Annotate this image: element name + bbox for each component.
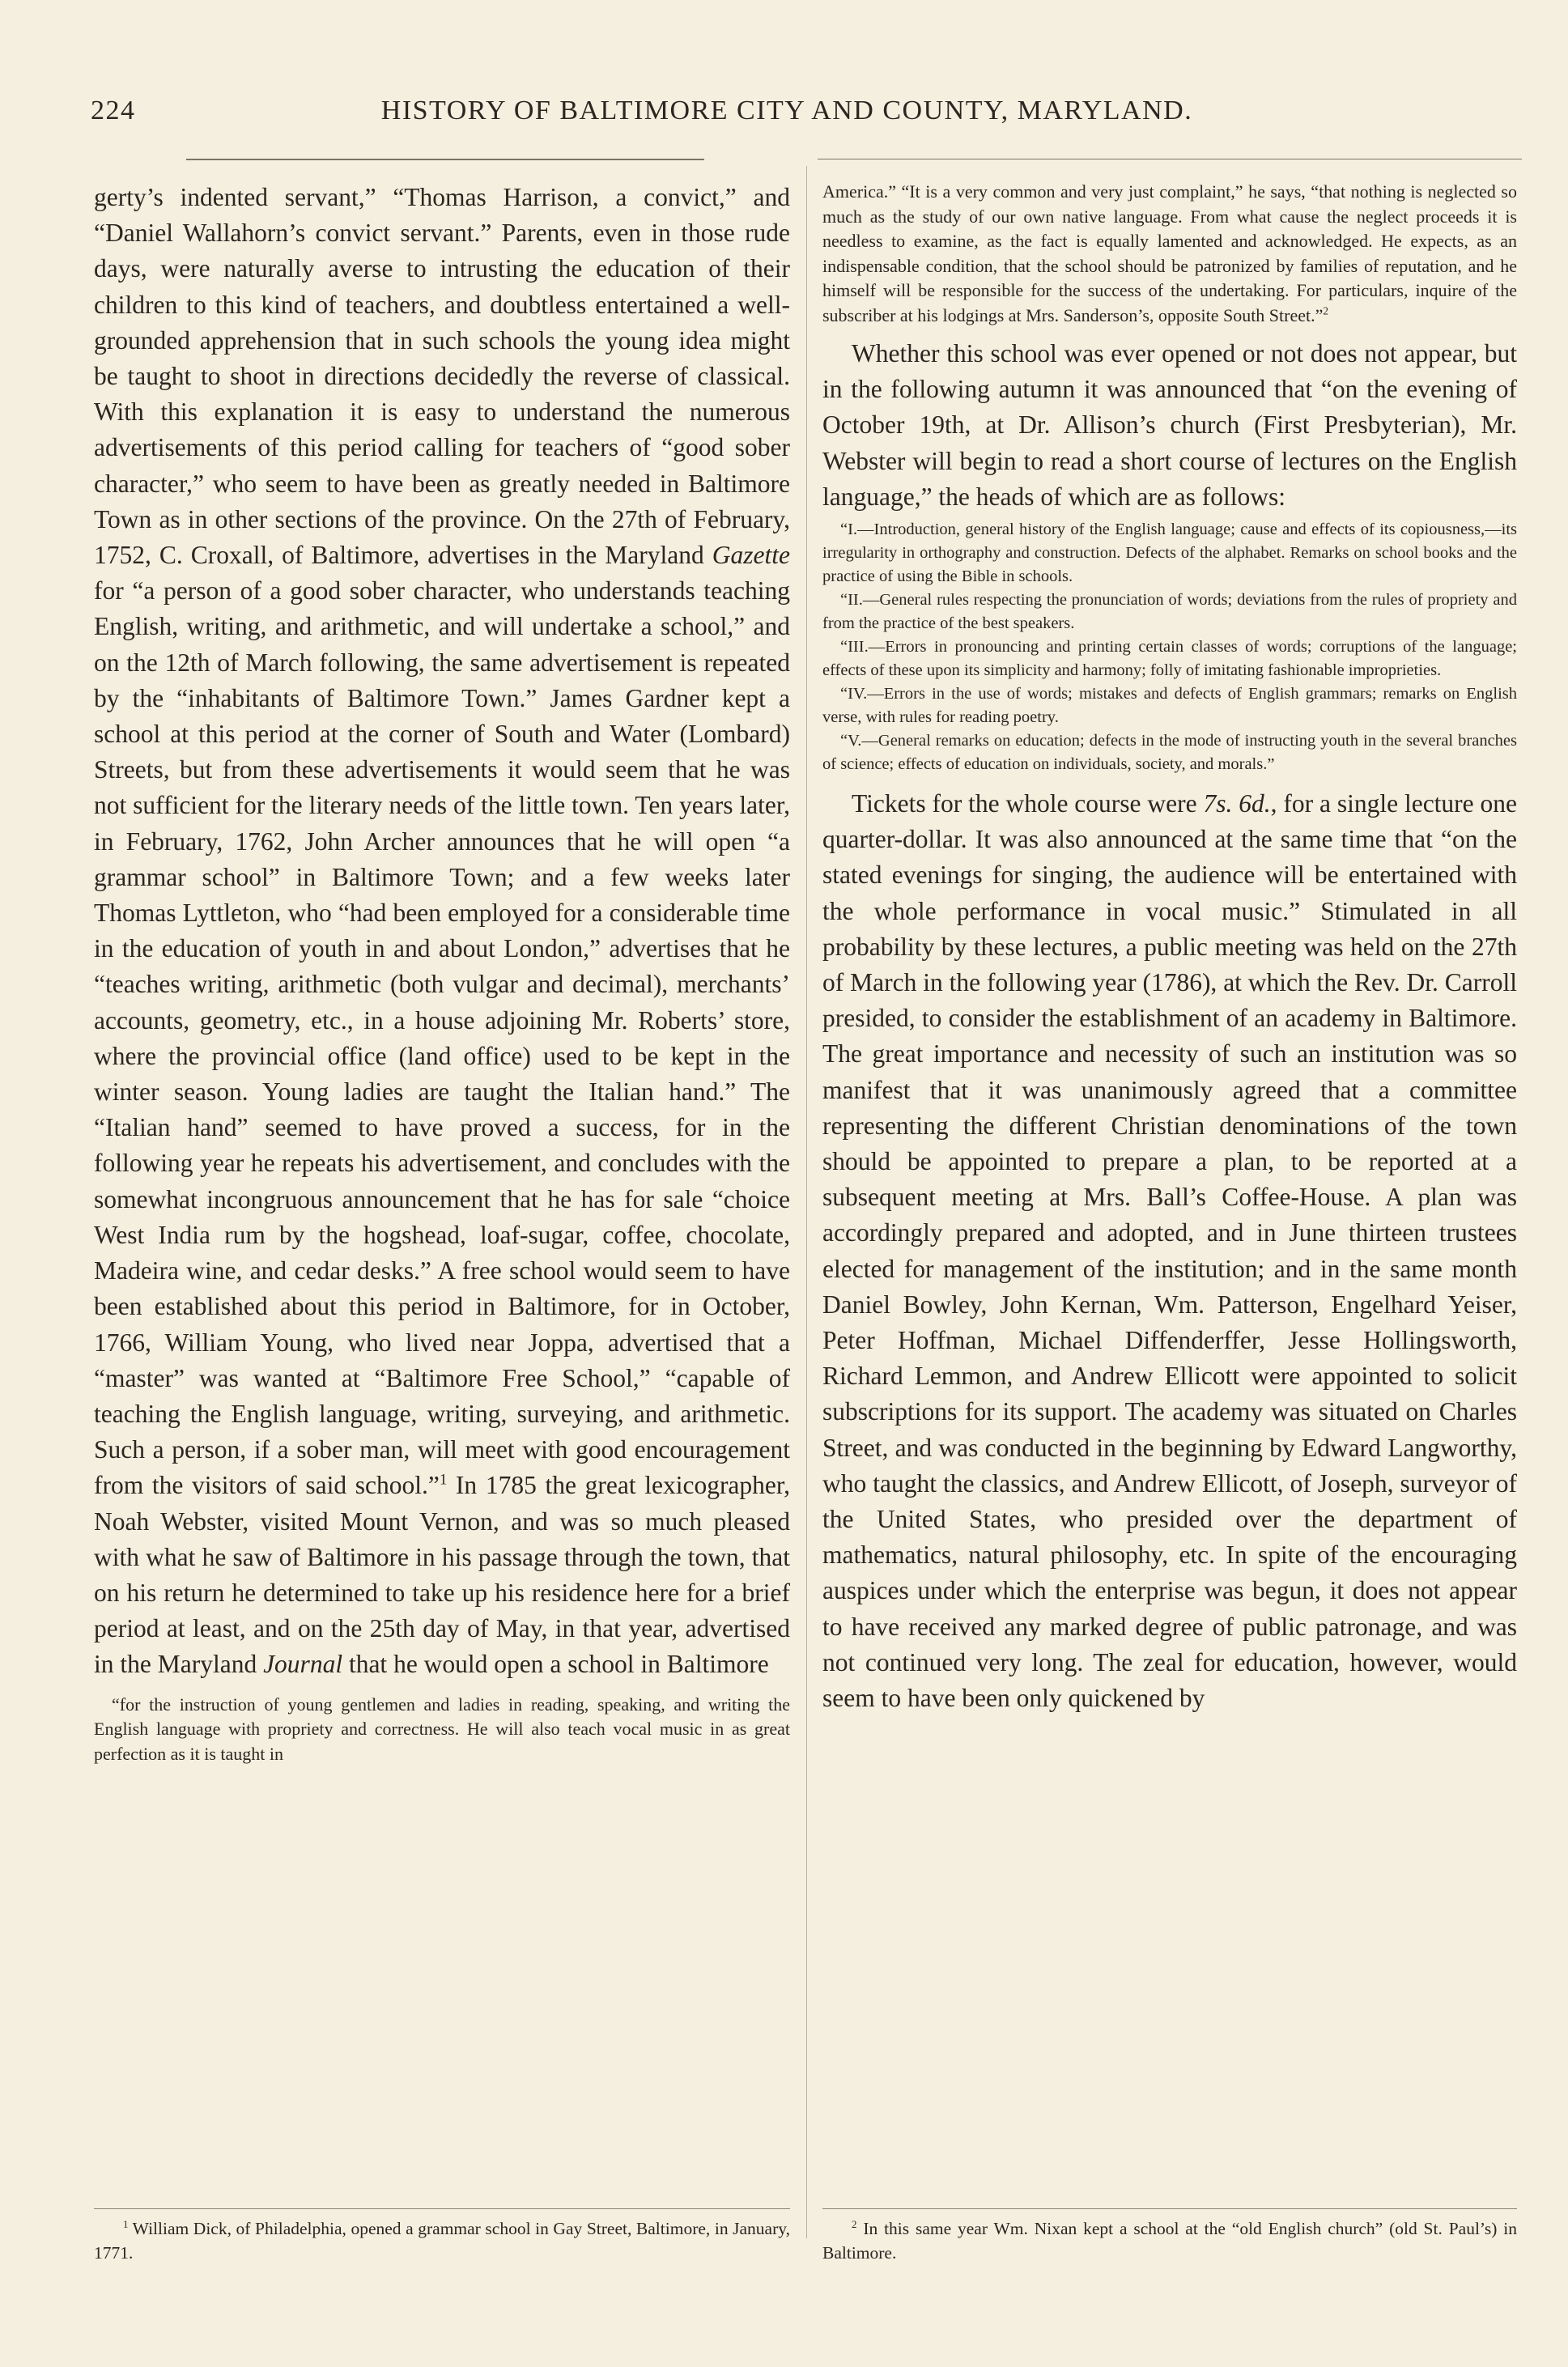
footnote-text: In this same year Wm. Nixan kept a school at the “old English church” (old St. Paul’s) in Baltimore. (822, 2219, 1518, 2263)
text-run: gerty’s indented servant,” “Thomas Harrison, a convict,” and “Daniel Wallahorn’s convict servant.” Parents, even in those rude days, were naturally averse to intrusting the education of their children to this kind of teachers, and doubtless entertained a well-grounded apprehension that in such schools the young idea might be taught to shoot in directions decidedly the reverse of classical. With this explanation it is easy to understand the numerous advertisements of this period calling for teachers of “good sober character,” who seem to have been as greatly needed in Baltimore Town as in other sections of the province. On the 27th of February, 1752, C. Croxall, of Baltimore, advertises in the Maryland (94, 183, 790, 570)
lecture-item: “I.—Introduction, general history of the English language; cause and effects of its copiousness,—its irregularity in orthography and construction. Defects of the alphabet. Remarks on school books and the practice of using the Bible in schools. (822, 521, 1517, 586)
text-run: In 1785 the great lexicographer, Noah Webster, visited Mount Vernon, and was so much pleased with what he saw of Baltimore in his passage through the town, that on his return he determined to take up his residence here for a brief period at least, and on the 25th day of May, in that year, advertised in the Maryland (94, 1471, 790, 1679)
lecture-item: “III.—Errors in pronouncing and printing certain classes of words; corruptions of the language; effects of these upon its simplicity and harmony; folly of imitating fashionable improprieties. (822, 638, 1517, 680)
italic-price: 7s. 6d. (1203, 789, 1271, 818)
right-column (822, 180, 1517, 1716)
lecture-list (822, 518, 1517, 776)
left-paragraph (94, 180, 790, 1683)
text-run: Tickets for the whole course were (852, 789, 1204, 818)
footnote-rule-left (94, 2208, 790, 2209)
academy-paragraph (822, 786, 1517, 1716)
footnote-text: William Dick, of Philadelphia, opened a grammar school in Gay Street, Baltimore, in January, 1771. (94, 2219, 790, 2263)
italic-gazette: Gazette (712, 541, 790, 570)
footnote-1 (94, 2216, 790, 2265)
text-run: that he would open a school in Baltimore (342, 1650, 769, 1679)
header-rule-left (186, 159, 704, 160)
column-divider (806, 166, 807, 2238)
page-number: 224 (91, 96, 136, 125)
footnote-ref-2[interactable]: 2 (1323, 304, 1328, 317)
running-title: HISTORY OF BALTIMORE CITY AND COUNTY, MARYLAND. (380, 96, 1193, 125)
lecture-item: “IV.—Errors in the use of words; mistakes and defects of English grammars; remarks on English verse, with rules for reading poetry. (822, 685, 1517, 727)
webster-advertisement-quote-continued (822, 180, 1517, 328)
footnote-rule-right (822, 2208, 1517, 2209)
footnote-mark: 2 (852, 2218, 857, 2230)
footnote-ref-1[interactable]: 1 (439, 1471, 448, 1489)
lecture-item: “II.—General rules respecting the pronunciation of words; deviations from the rules of propriety and from the practice of the best speakers. (822, 591, 1517, 633)
webster-advertisement-quote (94, 1693, 790, 1767)
footnote-mark: 1 (123, 2218, 129, 2230)
footnote-2 (822, 2216, 1517, 2265)
text-run: for “a person of a good sober character, who understands teaching English, writing, and arithmetic, and will undertake a school,” and on the 12th of March following, the same advertisement is repeated by the “inhabitants of Baltimore Town.” James Gardner kept a school at this period at the corner of South and Water (Lombard) Streets, but from these advertisements it would seem that he was not sufficient for the literary needs of the little town. Ten years later, in February, 1762, John Archer announces that he will open “a grammar school” in Baltimore Town; and a few weeks later Thomas Lyttleton, who “had been employed for a considerable time in the education of youth in and about London,” advertises that he “teaches writing, arithmetic (both vulgar and decimal), merchants’ accounts, geometry, etc., in a house adjoining Mr. Roberts’ store, where the provincial office (land office) used to be kept in the winter season. Young ladies are taught the Italian hand.” The “Italian hand” seemed to have proved a success, for in the following year he repeats his advertisement, and concludes with the somewhat incongruous announcement that he has for sale “choice West India rum by the hogshead, loaf-sugar, coffee, chocolate, Madeira wine, and cedar desks.” A free school would seem to have been established about this period in Baltimore, for in October, 1766, William Young, who lived near Joppa, advertised that a “master” was wanted at “Baltimore Free School,” “capable of teaching the English language, writing, surveying, and arithmetic. Such a person, if a sober man, will meet with good encouragement from the visitors of said school.” (94, 576, 790, 1500)
left-column (94, 180, 790, 1766)
lecture-item: “V.—General remarks on education; defects in the mode of instructing youth in the several branches of science; effects of education on individuals, society, and morals.” (822, 732, 1517, 774)
text-run: America.” “It is a very common and very just complaint,” he says, “that nothing is neglected so much as the study of our own native language. From what cause the neglect proceeds it is needless to examine, as the fact is equally lamented and acknowledged. He expects, as an indispensable condition, that the school should be patronized by families of reputation, and he himself will be responsible for the success of the undertaking. For particulars, inquire of the subscriber at his lodgings at Mrs. Sanderson’s, opposite South Street.” (822, 181, 1517, 325)
lecture-announcement-paragraph: Whether this school was ever opened or not does not appear, but in the following autumn it was announced that “on the evening of October 19th, at Dr. Allison’s church (First Presbyterian), Mr. Webster will begin to read a short course of lectures on the English language,” the heads of which are as follows: (822, 339, 1517, 511)
text-run: , for a single lecture one quarter-dollar. It was also announced at the same time that “on the stated evenings for singing, the audience will be entertained with the whole performance in vocal music.” Stimulated in all probability by these lectures, a public meeting was held on the 27th of March in the following year (1786), at which the Rev. Dr. Carroll presided, to consider the establishment of an academy in Baltimore. The great importance and necessity of such an institution was so manifest that it was unanimously agreed that a committee representing the different Christian denominations of the town should be appointed to prepare a plan, to be reported at a subsequent meeting at Mrs. Ball’s Coffee-House. A plan was accordingly prepared and adopted, and in June thirteen trustees elected for management of the institution; and in the same month Daniel Bowley, John Kernan, Wm. Patterson, Engelhard Yeiser, Peter Hoffman, Michael Diffenderffer, Jesse Hollingsworth, Richard Lemmon, and Andrew Ellicott were appointed to solicit subscriptions for its support. The academy was situated on Charles Street, and was conducted in the beginning by Edward Langworthy, who taught the classics, and Andrew Ellicott, of Joseph, surveyor of the United States, who presided over the department of mathematics, natural philosophy, etc. In spite of the encouraging auspices under which the enterprise was begun, it does not appear to have received any marked degree of public patronage, and was not continued very long. The zeal for education, however, would seem to have been only quickened by (822, 789, 1518, 1713)
quote-text: “for the instruction of young gentlemen and ladies in reading, speaking, and writing the English language with propriety and correctness. He will also teach vocal music in as great perfection as it is taught in (94, 1693, 790, 1764)
italic-journal: Journal (263, 1650, 343, 1679)
page-header (91, 96, 1483, 126)
quote-text (822, 180, 1517, 328)
